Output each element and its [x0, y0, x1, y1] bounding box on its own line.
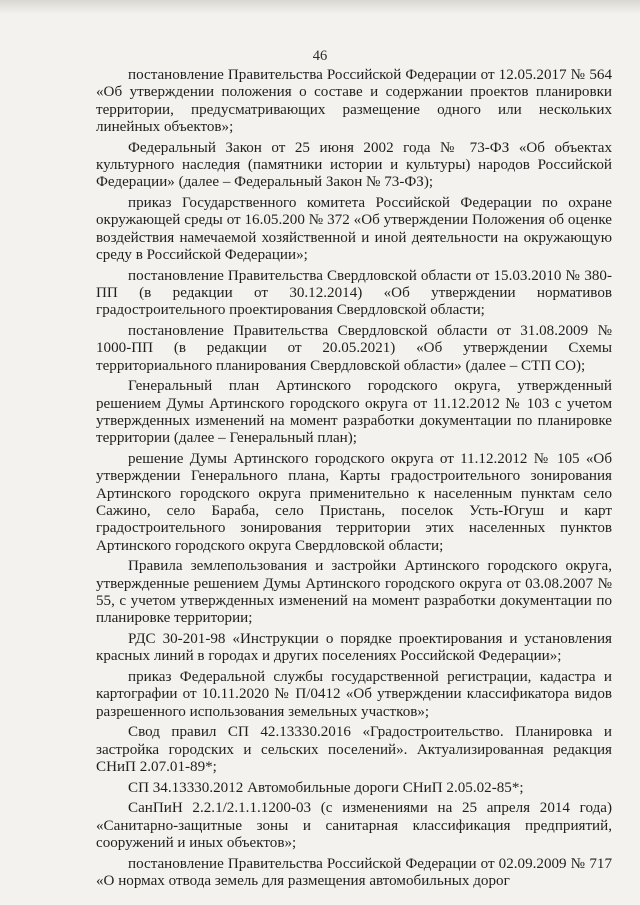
page-number: 46: [312, 48, 328, 64]
paragraph-14: постановление Правительства Российской Федерации от 02.09.2009 № 717 «О нормах отвода земель для размещения автомобильных дорог: [96, 855, 612, 889]
paragraph-3: приказ Государственного комитета Российской Федерации по охране окружающей среды от 16.05.200 № 372 «Об утверждении Положения об оценке воздействия намечаемой хозяйственной и иной деятельности на окружающую среду в Российской Федерации»;: [96, 195, 612, 264]
paragraph-12: СП 34.13330.2012 Автомобильные дороги СНиП 2.05.02-85*;: [128, 779, 524, 796]
paragraph-5: постановление Правительства Свердловской области от 31.08.2009 № 1000-ПП (в редакции от 20.05.2021) «Об утверждении Схемы территориального планирования Свердловской области» (далее – СТП СО);: [96, 323, 612, 374]
paragraph-10: приказ Федеральной службы государственной регистрации, кадастра и картографии от 10.11.2020 № П/0412 «Об утверждении классификатора видов разрешенного использования земельных участков»;: [96, 669, 612, 720]
paragraph-9: РДС 30-201-98 «Инструкции о порядке проектирования и установления красных линий в городах и других поселениях Российской Федерации»;: [96, 631, 612, 665]
paragraph-4: постановление Правительства Свердловской области от 15.03.2010 № 380-ПП (в редакции от 30.12.2014) «Об утверждении нормативов градостроительного проектирования Свердловской области;: [96, 267, 612, 319]
paragraph-7: решение Думы Артинского городского округа от 11.12.2012 № 105 «Об утверждении Генерального плана, Карты градостроительного зонирования Артинского городского округа применительно к населенным пунктам село Сажино, село Бараба, село Пристань, поселок Усть-Югуш и карт градостроительного зонирования территории этих населенных пунктов Артинского городского округа Свердловской области;: [96, 451, 612, 554]
paragraph-8: Правила землепользования и застройки Артинского городского округа, утвержденные решением Думы Артинского городского округа от 03.08.2007 № 55, с учетом утвержденных изменений на момент разработки документации по планировке территории;: [96, 558, 612, 627]
paragraph-6: Генеральный план Артинского городского округа, утвержденный решением Думы Артинского городского округа от 11.12.2012 № 103 с учетом утвержденных изменений на момент разработки документации по планировке территории (далее – Генеральный план);: [96, 378, 612, 447]
paragraph-1: постановление Правительства Российской Федерации от 12.05.2017 № 564 «Об утверждении положения о составе и содержании проектов планировки территории, предусматривающих размещение одного или нескольких линейных объектов»;: [96, 67, 612, 136]
paragraph-13: СанПиН 2.2.1/2.1.1.1200-03 (с изменениями на 25 апреля 2014 года) «Санитарно-защитные зоны и санитарная классификация предприятий, сооружений и иных объектов»;: [96, 800, 612, 851]
page-top-shadow: [0, 0, 640, 14]
paragraph-11: Свод правил СП 42.13330.2016 «Градостроительство. Планировка и застройка городских и сельских поселений». Актуализированная редакция СНиП 2.07.01-89*;: [96, 724, 612, 776]
document-body: [96, 67, 612, 894]
paragraph-2: Федеральный Закон от 25 июня 2002 года № 73-ФЗ «Об объектах культурного наследия (памятники истории и культуры) народов Российской Федерации» (далее – Федеральный Закон № 73-ФЗ);: [96, 139, 612, 191]
